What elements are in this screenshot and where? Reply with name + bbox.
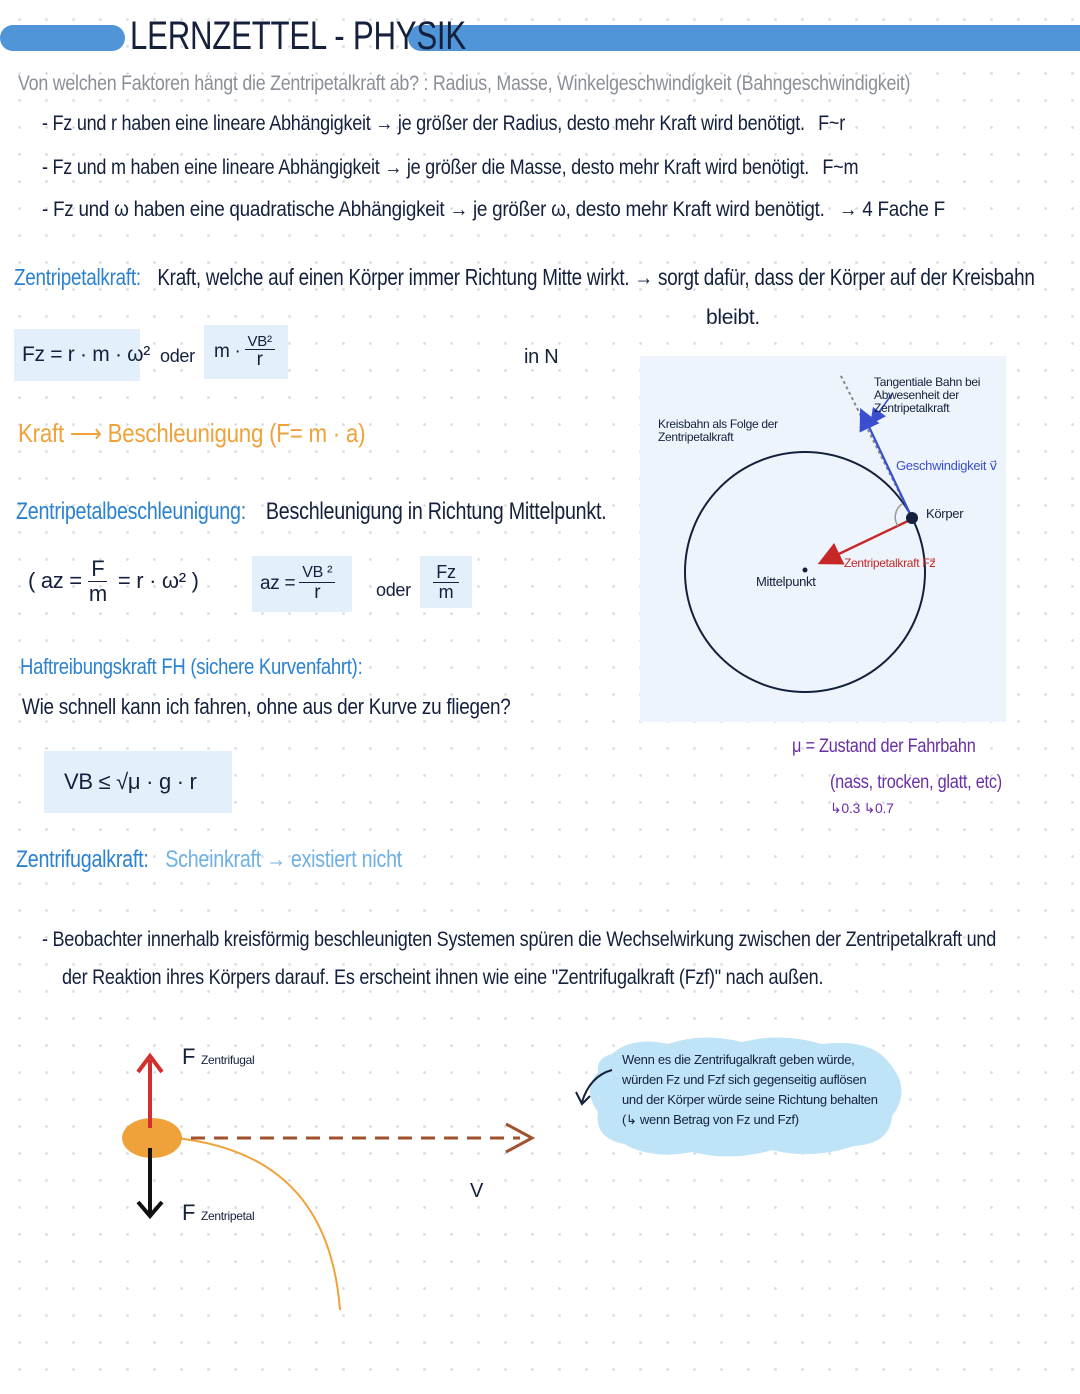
- zentripetalbeschleunigung-line: [16, 498, 606, 526]
- formula-az-2-fraction: [299, 565, 335, 603]
- intro-answer-text: : Radius, Masse, Winkelgeschwindigkeit (Bahngeschwindigkeit): [423, 72, 911, 95]
- intro-bullet-3: [42, 198, 945, 222]
- formula-az-1-num: F: [88, 557, 107, 581]
- label-v: V: [470, 1180, 484, 1202]
- formula-az-3-num: Fz: [433, 563, 458, 583]
- circle-label: Kreisbahn als Folge der Zentripetalkraft: [658, 417, 778, 445]
- title-bar-left: [0, 25, 125, 51]
- formula-fz-2-fraction: [245, 334, 275, 371]
- formula-az-1-fraction: [86, 557, 110, 604]
- cloud-note-line-3: und der Körper würde seine Richtung behalten: [622, 1092, 878, 1108]
- force-label: Zentripetalkraft Fz⃗: [844, 556, 936, 570]
- circular-motion-diagram: [640, 356, 1006, 722]
- center-dot: [803, 568, 808, 573]
- forces-svg: [110, 1040, 550, 1320]
- formula-fz-2: [204, 325, 288, 379]
- zentrifugalkraft-line: [16, 846, 402, 874]
- page-title: LERNZETTEL - PHYSIK: [130, 14, 466, 58]
- intro-bullet-1-rel: F~r: [818, 112, 845, 135]
- formula-az-1-prefix: ( az =: [28, 568, 82, 593]
- formula-fz-1: [14, 329, 150, 381]
- formula-oder-2: oder: [376, 580, 411, 600]
- formula-fz-2-prefix: m ·: [214, 341, 241, 362]
- formula-oder-1: oder: [160, 346, 195, 366]
- cloud-note-line-1: Wenn es die Zentrifugalkraft geben würde,: [622, 1052, 855, 1067]
- title-bar-right: [408, 25, 1080, 51]
- intro-question-text: Von welchen Faktoren hängt die Zentripetalkraft ab?: [18, 72, 419, 95]
- cloud-note-text: [622, 1050, 878, 1131]
- zentrifugal-bullet-line-2: der Reaktion ihres Körpers darauf. Es erscheint ihnen wie eine "Zentrifugalkraft (Fzf)" nach außen.: [62, 966, 824, 989]
- zentripetalkraft-definition-cont: bleibt.: [706, 306, 760, 329]
- kraft-beschleunigung-line: Kraft ⟶ Beschleunigung (F= m · a): [18, 418, 366, 448]
- label-f-zentripetal: [182, 1200, 254, 1226]
- mu-values: ↳0.3 ↳0.7: [830, 800, 894, 816]
- mu-detail: (nass, trocken, glatt, etc): [830, 772, 1002, 793]
- intro-bullet-2-rel: F~m: [822, 156, 859, 179]
- formula-az-2-num: VB ²: [299, 565, 335, 583]
- formula-fz-2-den: r: [256, 349, 263, 371]
- intro-bullet-1-text: - Fz und r haben eine lineare Abhängigkeit → je größer der Radius, desto mehr Kraft wird benötigt.: [42, 112, 805, 135]
- velocity-label: Geschwindigkeit v⃗: [896, 458, 997, 473]
- formula-az-1: [28, 556, 199, 606]
- formula-fz-1-text: Fz = r · m · ω²: [22, 343, 150, 366]
- zentrifugalkraft-definition: Scheinkraft → existiert nicht: [165, 846, 403, 873]
- cloud-note-line-2: würden Fz und Fzf sich gegenseitig auflösen: [622, 1072, 867, 1088]
- zentrifugalkraft-term: Zentrifugalkraft:: [16, 846, 149, 873]
- label-f-zentripetal-f: F: [182, 1200, 196, 1225]
- formula-az-2: [252, 556, 352, 612]
- center-label: Mittelpunkt: [756, 574, 816, 589]
- label-f-zentrifugal: [182, 1044, 254, 1070]
- formula-vb-text: VB ≤ √μ · g · r: [64, 769, 197, 794]
- formula-az-1-suffix: = r · ω² ): [117, 568, 199, 593]
- zentripetalkraft-definition: Kraft, welche auf einen Körper immer Richtung Mitte wirkt. → sorgt dafür, dass der Körper auf der Kreisbahn: [157, 264, 1035, 290]
- intro-bullet-1: [42, 112, 845, 136]
- label-f-zentrifugal-f: F: [182, 1044, 196, 1069]
- cloud-note-line-4: (↳ wenn Betrag von Fz und Fzf): [622, 1112, 799, 1128]
- tangent-label: Tangentiale Bahn bei Abwesenheit der Zentripetalkraft: [874, 375, 981, 416]
- mu-note: μ = Zustand der Fahrbahn: [792, 736, 976, 757]
- zentripetalkraft-term: Zentripetalkraft:: [14, 264, 141, 290]
- intro-bullet-2: [42, 156, 858, 180]
- intro-bullet-3-rel: → 4 Fache F: [838, 198, 945, 221]
- formula-unit: in N: [524, 346, 559, 368]
- label-f-zentripetal-sub: Zentripetal: [200, 1209, 255, 1223]
- zentrifugal-bullet-line-1: - Beobachter innerhalb kreisförmig beschleunigten Systemen spüren die Wechselwirkung zwischen der Zentripetalkraft und: [42, 928, 997, 951]
- intro-bullet-3-text: - Fz und ω haben eine quadratische Abhängigkeit → je größer ω, desto mehr Kraft wird benötigt.: [42, 198, 825, 221]
- body-label: Körper: [926, 506, 964, 521]
- formula-vb: [44, 751, 232, 813]
- formula-az-3: [420, 556, 472, 608]
- formula-az-2-den: r: [314, 581, 321, 603]
- zentripetalbeschleunigung-definition: Beschleunigung in Richtung Mittelpunkt.: [265, 498, 607, 525]
- formula-az-1-den: m: [88, 580, 107, 606]
- body-dot: [906, 512, 918, 524]
- cloud-note: [572, 1034, 912, 1164]
- haftreibung-term: Haftreibungskraft FH (sichere Kurvenfahrt):: [20, 654, 363, 679]
- formula-fz-2-num: VB²: [245, 334, 275, 351]
- formula-az-2-prefix: az =: [260, 573, 296, 594]
- intro-question: [18, 72, 910, 96]
- angle-mark: [895, 504, 902, 526]
- label-f-zentrifugal-sub: Zentrifugal: [200, 1053, 255, 1067]
- formula-az-3-den: m: [438, 581, 454, 602]
- haftreibung-question: Wie schnell kann ich fahren, ohne aus der Kurve zu fliegen?: [22, 694, 511, 719]
- intro-bullet-2-text: - Fz und m haben eine lineare Abhängigkeit → je größer die Masse, desto mehr Kraft wird benötigt.: [42, 156, 810, 179]
- forces-figure: [110, 1040, 550, 1320]
- zentripetalbeschleunigung-term: Zentripetalbeschleunigung:: [16, 498, 246, 525]
- zentripetalkraft-line: [14, 264, 1035, 291]
- formula-az-3-fraction: [433, 563, 458, 602]
